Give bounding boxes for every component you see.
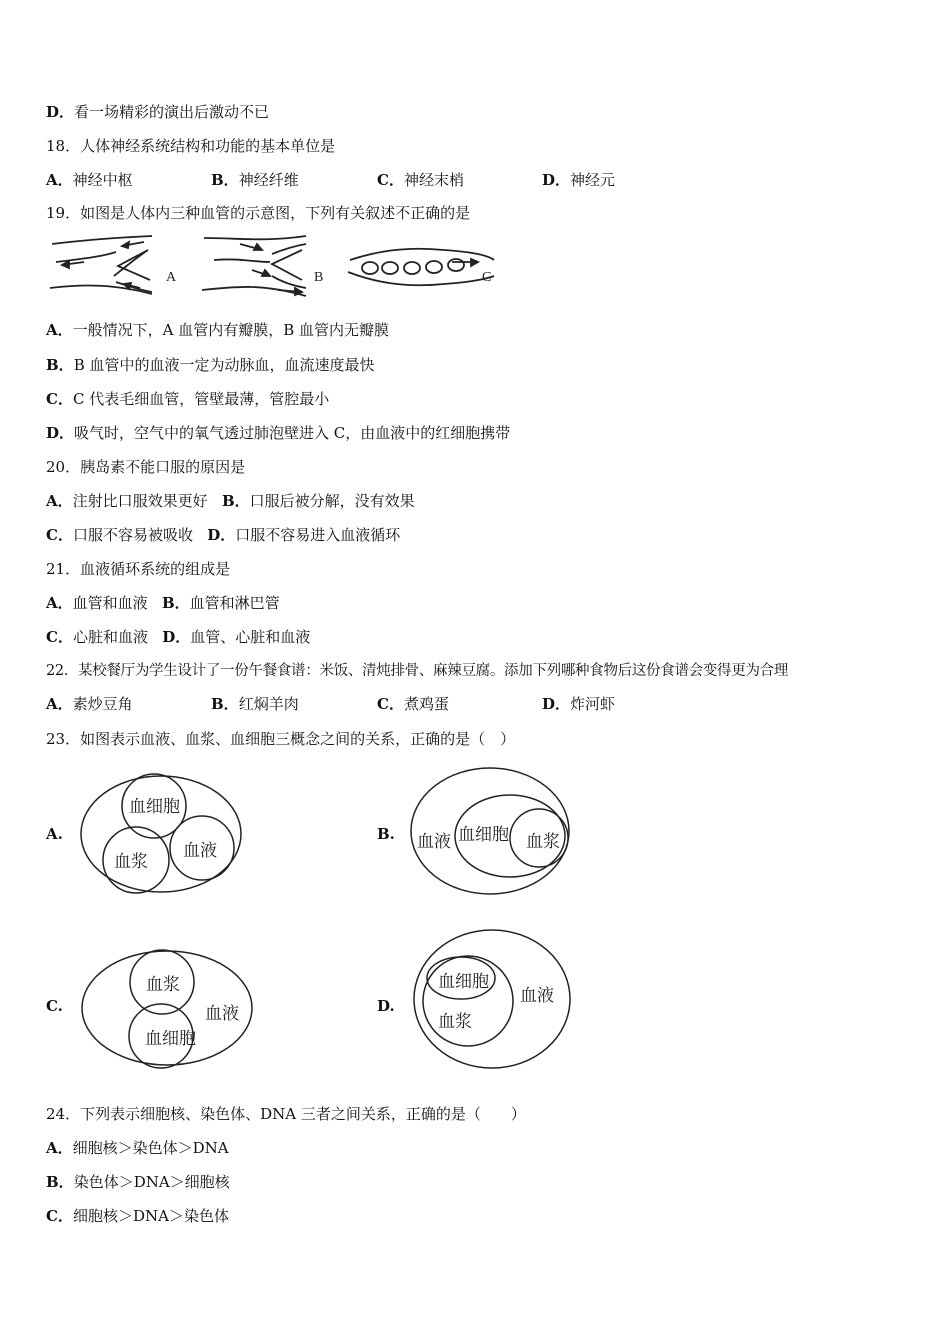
venn-d-label-plasma: 血浆: [438, 1012, 472, 1032]
q21-stem: 21．血液循环系统的组成是: [46, 560, 231, 578]
q22-option-a: A．素炒豆角: [46, 695, 133, 713]
venn-a-outer: [81, 776, 241, 892]
q18-option-d: D．神经元: [542, 171, 616, 189]
venn-d-label-blood: 血液: [520, 986, 554, 1006]
venn-b-label-cells: 血细胞: [458, 825, 509, 845]
venn-b-label-blood: 血液: [417, 832, 451, 852]
vessel-b: [202, 236, 306, 296]
vessel-label-b: B: [314, 270, 324, 285]
q22-option-b: B．红焖羊肉: [211, 695, 299, 713]
q17-option-d: D．看一场精彩的演出后激动不已: [46, 103, 270, 121]
venn-b-label-plasma: 血浆: [526, 832, 560, 852]
q21-options-line1: A．血管和血液 B．血管和淋巴管: [46, 594, 280, 612]
q19-option-c: C．C 代表毛细血管，管壁最薄，管腔最小: [46, 390, 330, 408]
vessel-a-arrows: [62, 242, 144, 289]
q21-options-line2: C．心脏和血液 D．血管、心脏和血液: [46, 628, 311, 646]
q19-option-d: D．吸气时，空气中的氧气透过肺泡壁进入 C，由血液中的红细胞携带: [46, 424, 511, 442]
venn-d-label-cells: 血细胞: [438, 972, 489, 992]
q18-stem: 18．人体神经系统结构和功能的基本单位是: [46, 137, 336, 155]
q23-stem: 23．如图表示血液、血浆、血细胞三概念之间的关系，正确的是（ ）: [46, 730, 516, 748]
q18-option-c: C．神经末梢: [377, 171, 464, 189]
venn-a-label-plasma: 血浆: [114, 852, 148, 872]
venn-d-plasma-circle: [423, 956, 513, 1046]
vessel-label-c: C: [482, 270, 492, 285]
q20-options-line2: C．口服不容易被吸收 D．口服不容易进入血液循环: [46, 526, 401, 544]
q18-option-a: A．神经中枢: [46, 171, 133, 189]
venn-diagram-a: [76, 772, 246, 902]
vessel-label-a: A: [166, 270, 177, 285]
venn-a-label-blood: 血液: [183, 841, 217, 861]
q20-stem: 20．胰岛素不能口服的原因是: [46, 458, 246, 476]
venn-a-label-cells: 血细胞: [129, 797, 180, 817]
q19-option-a: A．一般情况下，A 血管内有瓣膜，B 血管内无瓣膜: [46, 321, 390, 339]
q22-option-c: C．煮鸡蛋: [377, 695, 449, 713]
q18-option-b: B．神经纤维: [211, 171, 299, 189]
q19-option-b: B．B 血管中的血液一定为动脉血，血流速度最快: [46, 356, 375, 374]
q24-option-a: A．细胞核＞染色体＞DNA: [46, 1139, 229, 1157]
venn-diagram-b: [408, 764, 576, 898]
venn-c-label-cells: 血细胞: [145, 1029, 196, 1049]
q23-diagram-letter-c: C.: [46, 997, 63, 1015]
q23-diagram-letter-b: B.: [377, 825, 395, 843]
vessel-c: [348, 249, 494, 286]
q22-option-d: D．炸河虾: [542, 695, 616, 713]
q24-option-b: B．染色体＞DNA＞细胞核: [46, 1173, 230, 1191]
vessel-c-arrow: [452, 259, 478, 266]
q24-stem: 24．下列表示细胞核、染色体、DNA 三者之间关系，正确的是（ ）: [46, 1105, 526, 1123]
q19-stem: 19．如图是人体内三种血管的示意图，下列有关叙述不正确的是: [46, 204, 471, 222]
q23-diagram-letter-d: D.: [377, 997, 395, 1015]
blood-vessels-figure: [44, 232, 504, 302]
q23-diagram-letter-a: A.: [46, 825, 63, 843]
venn-diagram-d: [410, 926, 574, 1072]
venn-c-label-plasma: 血浆: [146, 975, 180, 995]
q22-stem: 22．某校餐厅为学生设计了一份午餐食谱：米饭、清炖排骨、麻辣豆腐。添加下列哪种食物后这份食谱会变得更为合理: [46, 663, 789, 679]
q24-option-c: C．细胞核＞DNA＞染色体: [46, 1207, 229, 1225]
venn-c-label-blood: 血液: [205, 1004, 239, 1024]
venn-diagram-c: [78, 946, 258, 1070]
q20-options-line1: A．注射比口服效果更好 B．口服后被分解，没有效果: [46, 492, 415, 510]
